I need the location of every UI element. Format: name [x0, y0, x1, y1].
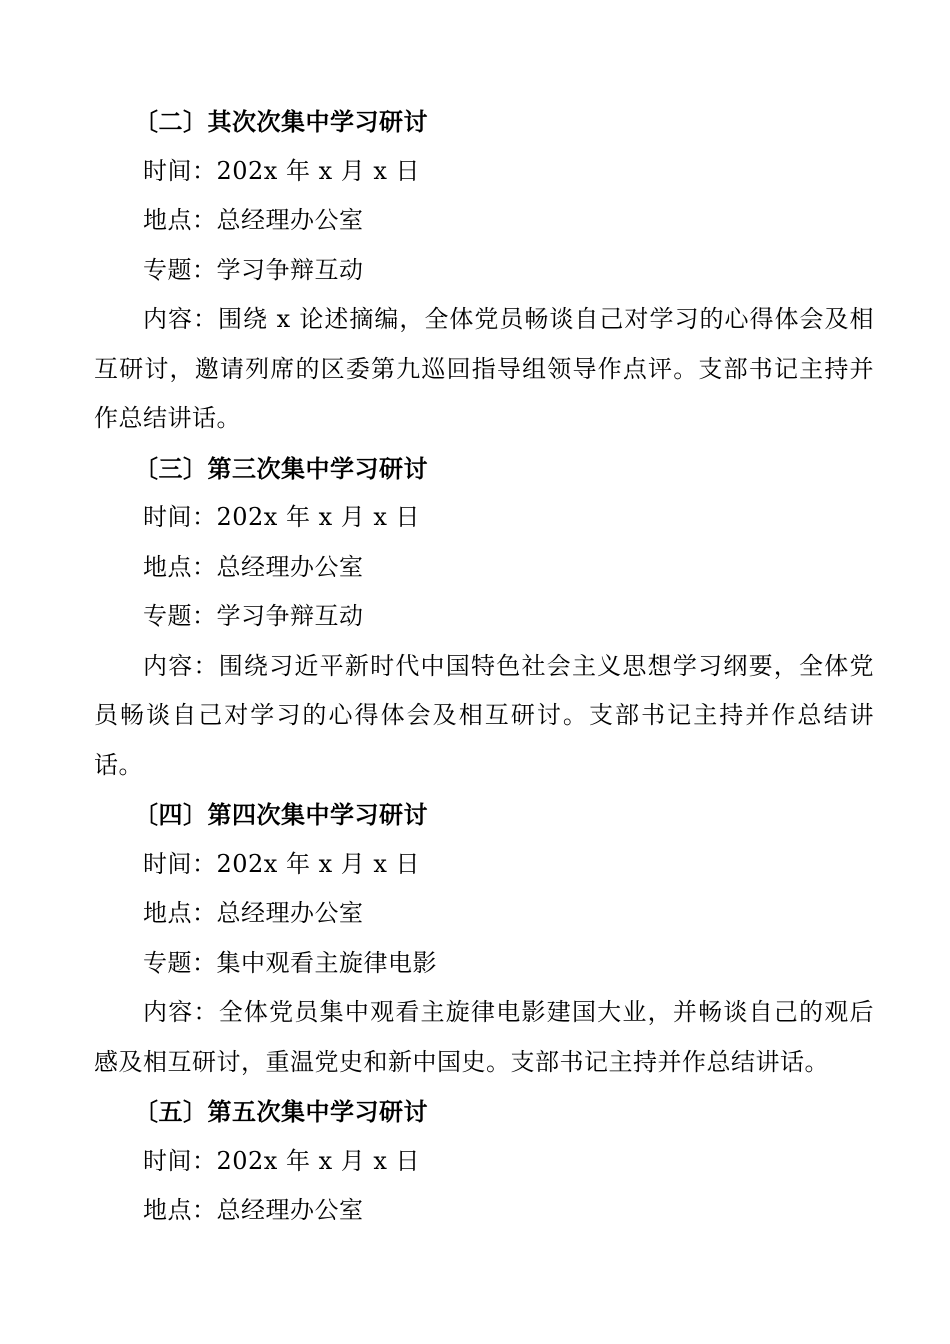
section-heading: 〔三〕第三次集中学习研讨 — [134, 453, 428, 483]
section-3 — [94, 444, 874, 791]
document-body — [94, 97, 874, 1236]
section-content: 内容：全体党员集中观看主旋律电影建国大业，并畅谈自己的观后感及相互研讨，重温党史和新中国史。支部书记主持并作总结讲话。 — [94, 998, 874, 1076]
section-place: 地点：总经理办公室 — [143, 552, 364, 581]
section-heading: 〔四〕第四次集中学习研讨 — [134, 800, 428, 829]
section-4 — [94, 790, 874, 1087]
section-place: 地点：总经理办公室 — [143, 206, 364, 234]
section-place: 地点：总经理办公室 — [143, 899, 364, 927]
section-topic: 专题：集中观看主旋律电影 — [143, 948, 437, 977]
section-topic: 专题：学习争辩互动 — [143, 255, 364, 284]
section-content: 内容：围绕习近平新时代中国特色社会主义思想学习纲要，全体党员畅谈自己对学习的心得体会及相互研讨。支部书记主持并作总结讲话。 — [94, 651, 874, 779]
section-2 — [94, 97, 874, 444]
section-place: 地点：总经理办公室 — [143, 1196, 364, 1224]
section-topic: 专题：学习争辩互动 — [143, 602, 364, 630]
section-time: 时间：202x 年 x 月 x 日 — [143, 503, 421, 531]
section-heading: 〔五〕第五次集中学习研讨 — [134, 1097, 428, 1126]
section-heading: 〔二〕其次次集中学习研讨 — [134, 107, 428, 136]
section-time: 时间：202x 年 x 月 x 日 — [143, 849, 421, 878]
section-5 — [94, 1087, 874, 1236]
section-content: 内容：围绕 x 论述摘编，全体党员畅谈自己对学习的心得体会及相互研讨，邀请列席的区委第九巡回指导组领导作点评。支部书记主持并作总结讲话。 — [94, 305, 874, 432]
section-time: 时间：202x 年 x 月 x 日 — [143, 156, 421, 185]
section-time: 时间：202x 年 x 月 x 日 — [143, 1146, 421, 1175]
